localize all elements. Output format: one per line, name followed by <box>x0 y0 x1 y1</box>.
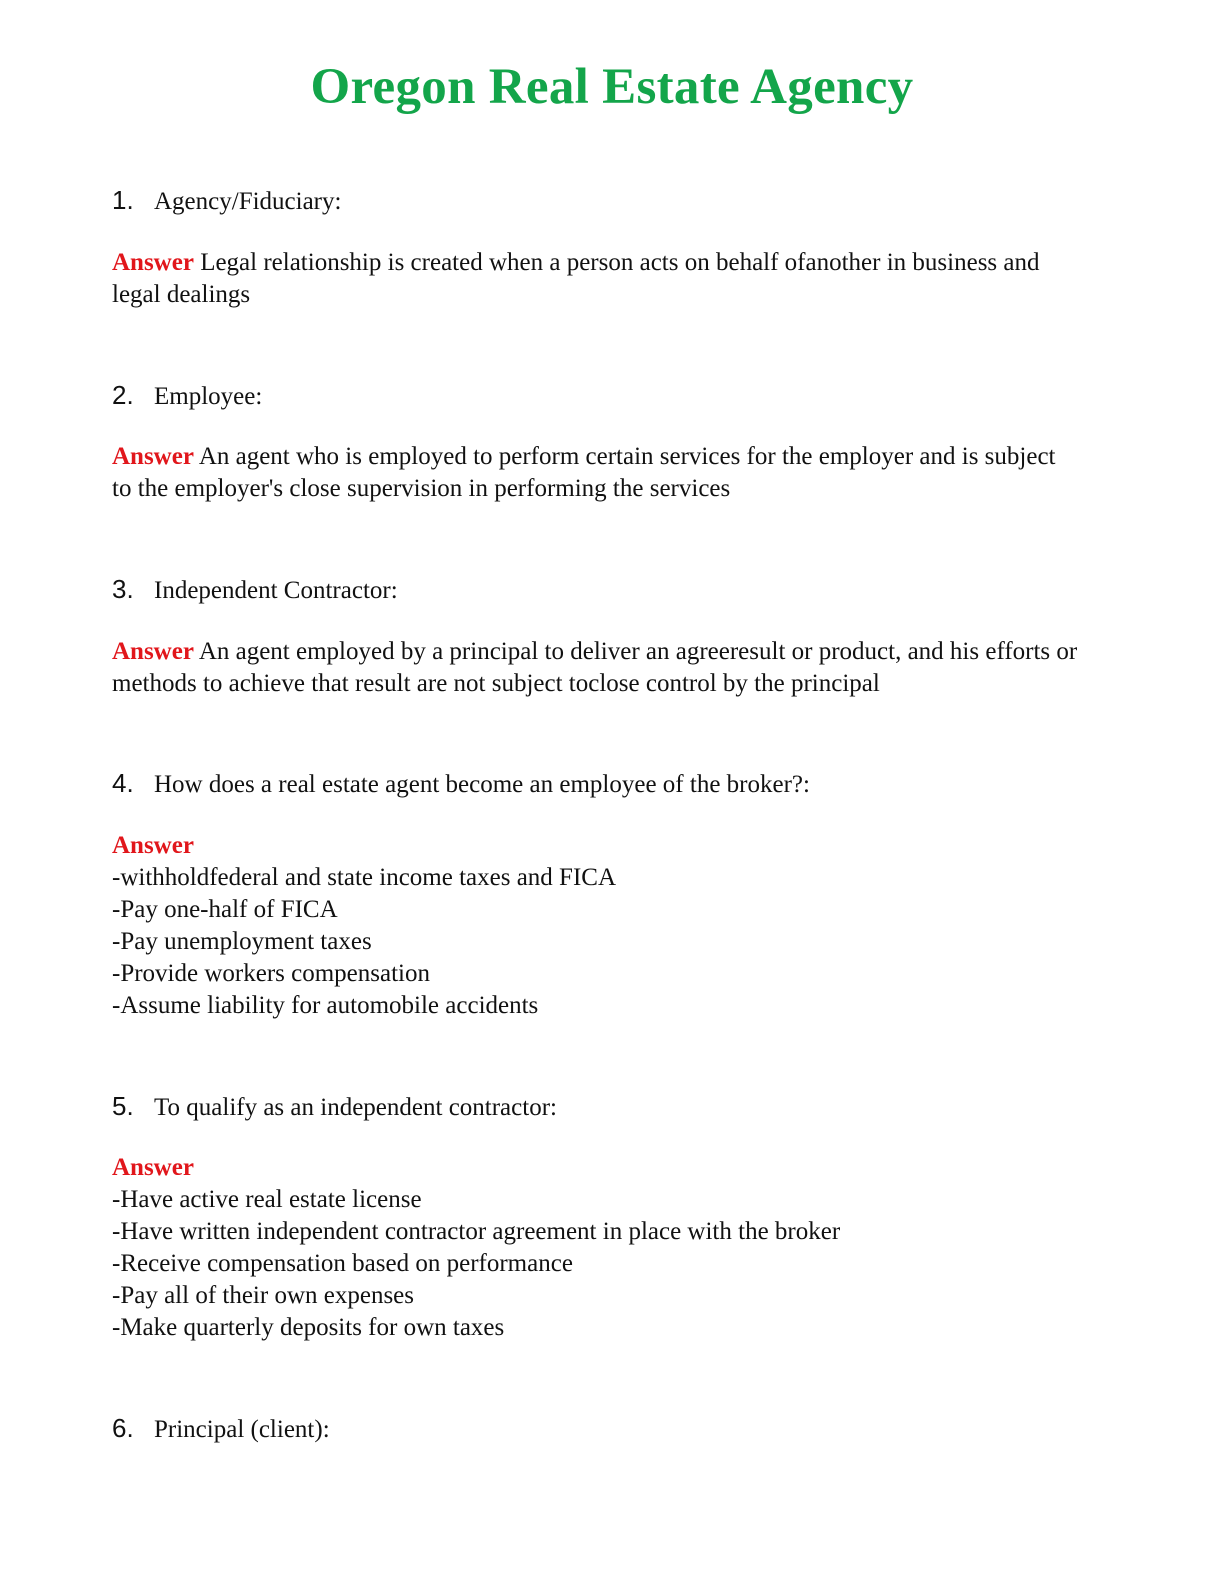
question-text: Employee: <box>154 383 263 410</box>
answer-line: -Receive compensation based on performance <box>112 1250 573 1277</box>
question-text: Independent Contractor: <box>154 577 398 604</box>
answer-text: Legal relationship is created when a person acts on behalf ofanother in business and legal dealings <box>112 249 1040 308</box>
answer-1 <box>112 247 1092 311</box>
answer-3 <box>112 636 1092 700</box>
question-number: 5. <box>112 1091 134 1121</box>
question-text: To qualify as an independent contractor: <box>154 1094 557 1121</box>
answer-line: -Pay unemployment taxes <box>112 928 372 955</box>
question-text: Principal (client): <box>154 1416 330 1443</box>
answer-line: -Assume liability for automobile accidents <box>112 992 539 1019</box>
answer-text: An agent who is employed to perform certain services for the employer and is subject to the employer's close supervision in performing the services <box>112 443 1056 502</box>
answer-line: -Have active real estate license <box>112 1186 422 1213</box>
question-1 <box>112 184 341 218</box>
question-text: How does a real estate agent become an employee of the broker?: <box>154 771 810 798</box>
answer-line: -Have written independent contractor agreement in place with the broker <box>112 1218 841 1245</box>
question-number: 3. <box>112 574 134 604</box>
question-2 <box>112 379 262 413</box>
answer-label: Answer <box>112 832 194 859</box>
answer-line: -Provide workers compensation <box>112 960 430 987</box>
question-text: Agency/Fiduciary: <box>154 188 342 215</box>
question-number: 4. <box>112 768 134 798</box>
question-number: 6. <box>112 1413 134 1443</box>
page-title: Oregon Real Estate Agency <box>310 59 914 115</box>
answer-2 <box>112 441 1062 505</box>
question-number: 2. <box>112 380 134 410</box>
answer-5 <box>112 1152 1112 1344</box>
answer-line: -withholdfederal and state income taxes and FICA <box>112 864 617 891</box>
answer-line: -Make quarterly deposits for own taxes <box>112 1314 505 1341</box>
question-6 <box>112 1412 330 1446</box>
answer-label: Answer <box>112 1154 194 1181</box>
answer-text: An agent employed by a principal to deliver an agreeresult or product, and his efforts or methods to achieve that result are not subject toclose control by the principal <box>112 638 1078 697</box>
answer-line: -Pay all of their own expenses <box>112 1282 415 1309</box>
answer-label: Answer <box>112 249 194 276</box>
question-5 <box>112 1090 557 1124</box>
answer-label: Answer <box>112 638 194 665</box>
question-4 <box>112 767 810 801</box>
answer-label: Answer <box>112 443 194 470</box>
answer-line: -Pay one-half of FICA <box>112 896 338 923</box>
question-number: 1. <box>112 185 134 215</box>
answer-4 <box>112 830 1112 1022</box>
question-3 <box>112 573 398 607</box>
